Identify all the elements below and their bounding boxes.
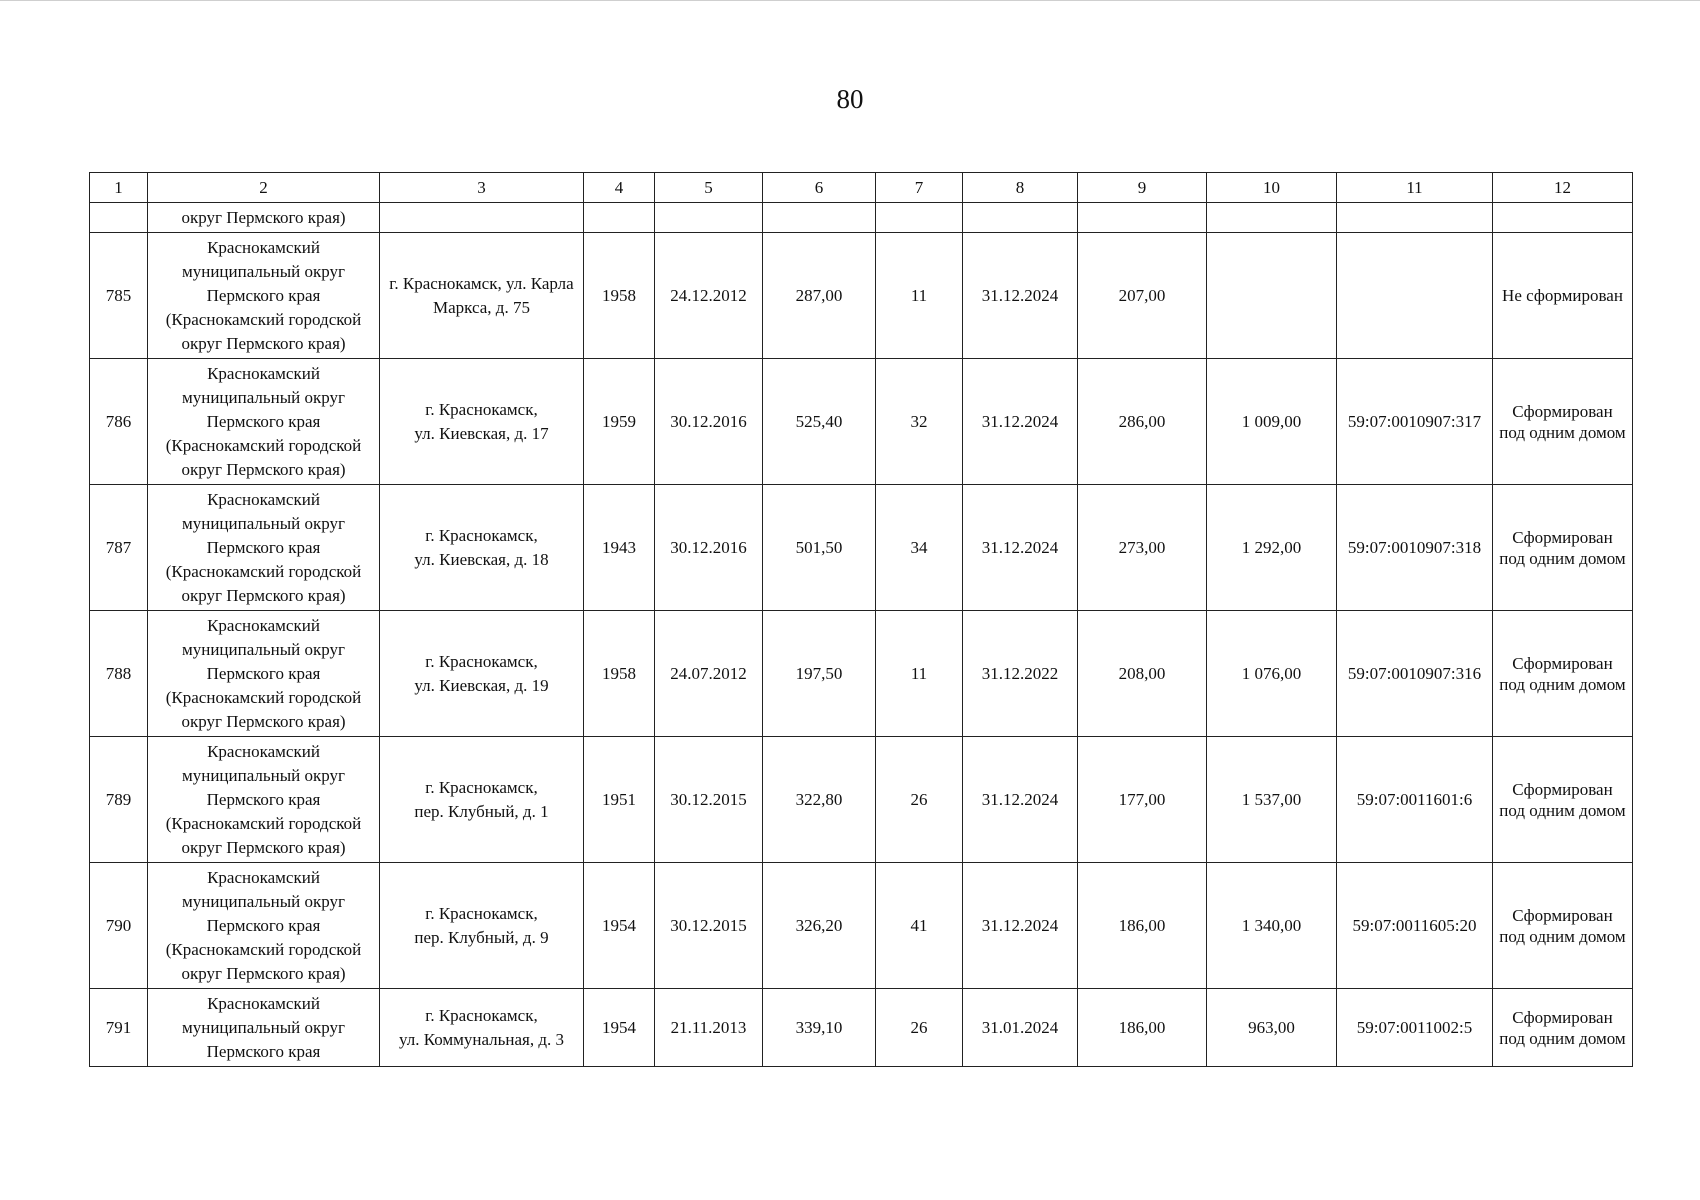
cell-land-area: 963,00	[1207, 989, 1337, 1067]
organization-line: Краснокамский	[207, 867, 320, 887]
organization-line: (Краснокамский городской	[165, 939, 362, 959]
cell-area-secondary: 207,00	[1078, 233, 1207, 359]
organization-line: муниципальный округ	[181, 1017, 346, 1037]
cell-residents: 41	[876, 863, 963, 989]
status-line: под одним домом	[1499, 1028, 1626, 1048]
cell-planned-date: 31.12.2024	[963, 737, 1078, 863]
cell-row-number: 789	[90, 737, 148, 863]
cell-empty	[655, 203, 763, 233]
cell-build-year: 1951	[584, 737, 655, 863]
address-line: ул. Киевская, д. 18	[414, 549, 549, 569]
cell-address	[380, 737, 584, 863]
cell-status	[1493, 737, 1633, 863]
cell-address	[380, 233, 584, 359]
cell-cadastral-number: 59:07:0010907:318	[1337, 485, 1493, 611]
status-line: Сформирован	[1512, 527, 1613, 547]
column-number: 12	[1493, 173, 1633, 203]
organization-line: муниципальный округ	[181, 387, 346, 407]
cell-planned-date: 31.01.2024	[963, 989, 1078, 1067]
table-row	[90, 233, 1633, 359]
organization-line: муниципальный округ	[181, 765, 346, 785]
cell-land-area: 1 340,00	[1207, 863, 1337, 989]
cell-organization	[148, 863, 380, 989]
table-row	[90, 611, 1633, 737]
status-line: под одним домом	[1499, 926, 1626, 946]
cell-empty	[1078, 203, 1207, 233]
column-number: 3	[380, 173, 584, 203]
cell-empty	[1207, 203, 1337, 233]
address-line: пер. Клубный, д. 1	[414, 801, 549, 821]
cell-build-year: 1954	[584, 863, 655, 989]
cell-area-secondary: 186,00	[1078, 989, 1207, 1067]
cell-organization	[148, 359, 380, 485]
cell-build-year: 1943	[584, 485, 655, 611]
organization-line: (Краснокамский городской	[165, 561, 362, 581]
organization-line: Пермского края	[206, 789, 321, 809]
address-line: г. Краснокамск,	[425, 1005, 538, 1025]
column-number: 4	[584, 173, 655, 203]
status-line: Сформирован	[1512, 905, 1613, 925]
cell-empty	[963, 203, 1078, 233]
organization-line: Краснокамский	[207, 615, 320, 635]
table-row	[90, 485, 1633, 611]
cell-date-recognized: 30.12.2016	[655, 359, 763, 485]
cell-date-recognized: 24.12.2012	[655, 233, 763, 359]
status-line: Сформирован	[1512, 401, 1613, 421]
cell-organization	[148, 233, 380, 359]
cell-residents: 32	[876, 359, 963, 485]
cell-area-secondary: 273,00	[1078, 485, 1207, 611]
cell-status	[1493, 359, 1633, 485]
organization-line: Краснокамский	[207, 741, 320, 761]
table-row	[90, 863, 1633, 989]
status-line: под одним домом	[1499, 674, 1626, 694]
cell-date-recognized: 30.12.2015	[655, 737, 763, 863]
organization-line: округ Пермского края)	[181, 459, 346, 479]
organization-line: Пермского края	[206, 537, 321, 557]
column-number: 2	[148, 173, 380, 203]
cell-empty	[1493, 203, 1633, 233]
organization-line: Краснокамский	[207, 993, 320, 1013]
organization-line: Пермского края	[206, 1041, 321, 1061]
address-line: ул. Киевская, д. 19	[414, 675, 549, 695]
address-line: г. Краснокамск,	[425, 777, 538, 797]
address-line: ул. Киевская, д. 17	[414, 423, 549, 443]
table-row	[90, 359, 1633, 485]
cell-row-number: 790	[90, 863, 148, 989]
continuation-row	[90, 203, 1633, 233]
organization-line: Пермского края	[206, 411, 321, 431]
cell-date-recognized: 21.11.2013	[655, 989, 763, 1067]
cell-build-year: 1959	[584, 359, 655, 485]
organization-line: округ Пермского края)	[181, 333, 346, 353]
cell-planned-date: 31.12.2024	[963, 233, 1078, 359]
cell-cadastral-number: 59:07:0011605:20	[1337, 863, 1493, 989]
cell-residents: 26	[876, 989, 963, 1067]
organization-line: округ Пермского края)	[181, 837, 346, 857]
cell-empty	[584, 203, 655, 233]
cell-row-number: 786	[90, 359, 148, 485]
organization-line: Пермского края	[206, 915, 321, 935]
organization-line: (Краснокамский городской	[165, 687, 362, 707]
cell-area-secondary: 208,00	[1078, 611, 1207, 737]
organization-line: округ Пермского края)	[181, 711, 346, 731]
organization-line: Краснокамский	[207, 237, 320, 257]
cell-empty	[763, 203, 876, 233]
column-number: 6	[763, 173, 876, 203]
cell-row-number: 787	[90, 485, 148, 611]
cell-area: 322,80	[763, 737, 876, 863]
organization-line: Краснокамский	[207, 363, 320, 383]
status-line: Сформирован	[1512, 1007, 1613, 1027]
cell-area-secondary: 177,00	[1078, 737, 1207, 863]
cell-status	[1493, 863, 1633, 989]
cell-planned-date: 31.12.2022	[963, 611, 1078, 737]
address-line: г. Краснокамск,	[425, 399, 538, 419]
cell-empty	[1337, 203, 1493, 233]
cell-date-recognized: 30.12.2016	[655, 485, 763, 611]
cell-residents: 26	[876, 737, 963, 863]
cell-land-area	[1207, 233, 1337, 359]
cell-area-secondary: 286,00	[1078, 359, 1207, 485]
registry-table	[89, 172, 1633, 1067]
cell-area: 339,10	[763, 989, 876, 1067]
cell-row-number: 788	[90, 611, 148, 737]
cell-planned-date: 31.12.2024	[963, 359, 1078, 485]
cell-date-recognized: 24.07.2012	[655, 611, 763, 737]
cell-build-year: 1958	[584, 611, 655, 737]
status-line: Сформирован	[1512, 653, 1613, 673]
cell-row-number: 791	[90, 989, 148, 1067]
cell-planned-date: 31.12.2024	[963, 485, 1078, 611]
cell-residents: 11	[876, 611, 963, 737]
cell-address	[380, 989, 584, 1067]
cell-empty	[876, 203, 963, 233]
cell-area: 287,00	[763, 233, 876, 359]
cell-land-area: 1 076,00	[1207, 611, 1337, 737]
column-number: 11	[1337, 173, 1493, 203]
cell-area: 326,20	[763, 863, 876, 989]
organization-line: округ Пермского края)	[181, 963, 346, 983]
cell-cadastral-number	[1337, 233, 1493, 359]
column-number: 7	[876, 173, 963, 203]
column-number: 9	[1078, 173, 1207, 203]
cell-organization	[148, 989, 380, 1067]
address-line: г. Краснокамск,	[425, 525, 538, 545]
status-line: Не сформирован	[1502, 286, 1623, 305]
address-line: Маркса, д. 75	[433, 297, 530, 317]
column-number: 8	[963, 173, 1078, 203]
cell-planned-date: 31.12.2024	[963, 863, 1078, 989]
cell-build-year: 1958	[584, 233, 655, 359]
organization-line: муниципальный округ	[181, 891, 346, 911]
organization-line: Пермского края	[206, 285, 321, 305]
cell-address	[380, 611, 584, 737]
cell-area-secondary: 186,00	[1078, 863, 1207, 989]
cell-area: 525,40	[763, 359, 876, 485]
organization-line: (Краснокамский городской	[165, 813, 362, 833]
cell-status	[1493, 233, 1633, 359]
cell-cadastral-number: 59:07:0011601:6	[1337, 737, 1493, 863]
organization-line: округ Пермского края)	[181, 585, 346, 605]
cell-residents: 34	[876, 485, 963, 611]
status-line: под одним домом	[1499, 548, 1626, 568]
cell-land-area: 1 292,00	[1207, 485, 1337, 611]
cell-build-year: 1954	[584, 989, 655, 1067]
status-line: Сформирован	[1512, 779, 1613, 799]
status-line: под одним домом	[1499, 800, 1626, 820]
cell-cadastral-number: 59:07:0010907:317	[1337, 359, 1493, 485]
column-number: 5	[655, 173, 763, 203]
cell-land-area: 1 537,00	[1207, 737, 1337, 863]
cell-residents: 11	[876, 233, 963, 359]
organization-line: муниципальный округ	[181, 513, 346, 533]
address-line: г. Краснокамск,	[425, 903, 538, 923]
page-number: 80	[836, 84, 864, 114]
cell-organization	[148, 737, 380, 863]
cell-empty	[380, 203, 584, 233]
address-line: пер. Клубный, д. 9	[414, 927, 549, 947]
table-row	[90, 989, 1633, 1067]
table-row	[90, 737, 1633, 863]
cell-area: 501,50	[763, 485, 876, 611]
continuation-text: округ Пермского края)	[148, 203, 380, 233]
cell-cadastral-number: 59:07:0010907:316	[1337, 611, 1493, 737]
column-number-row	[90, 173, 1633, 203]
cell-status	[1493, 989, 1633, 1067]
cell-land-area: 1 009,00	[1207, 359, 1337, 485]
status-line: под одним домом	[1499, 422, 1626, 442]
cell-status	[1493, 611, 1633, 737]
scan-edge	[0, 0, 1700, 1]
column-number: 10	[1207, 173, 1337, 203]
cell-organization	[148, 611, 380, 737]
cell-status	[1493, 485, 1633, 611]
organization-line: Пермского края	[206, 663, 321, 683]
cell-empty	[90, 203, 148, 233]
cell-cadastral-number: 59:07:0011002:5	[1337, 989, 1493, 1067]
cell-date-recognized: 30.12.2015	[655, 863, 763, 989]
column-number: 1	[90, 173, 148, 203]
address-line: г. Краснокамск, ул. Карла	[389, 273, 574, 293]
cell-address	[380, 863, 584, 989]
cell-row-number: 785	[90, 233, 148, 359]
cell-address	[380, 359, 584, 485]
address-line: г. Краснокамск,	[425, 651, 538, 671]
organization-line: (Краснокамский городской	[165, 309, 362, 329]
cell-address	[380, 485, 584, 611]
address-line: ул. Коммунальная, д. 3	[398, 1029, 565, 1049]
organization-line: муниципальный округ	[181, 639, 346, 659]
organization-line: муниципальный округ	[181, 261, 346, 281]
organization-line: Краснокамский	[207, 489, 320, 509]
organization-line: (Краснокамский городской	[165, 435, 362, 455]
cell-organization	[148, 485, 380, 611]
cell-area: 197,50	[763, 611, 876, 737]
